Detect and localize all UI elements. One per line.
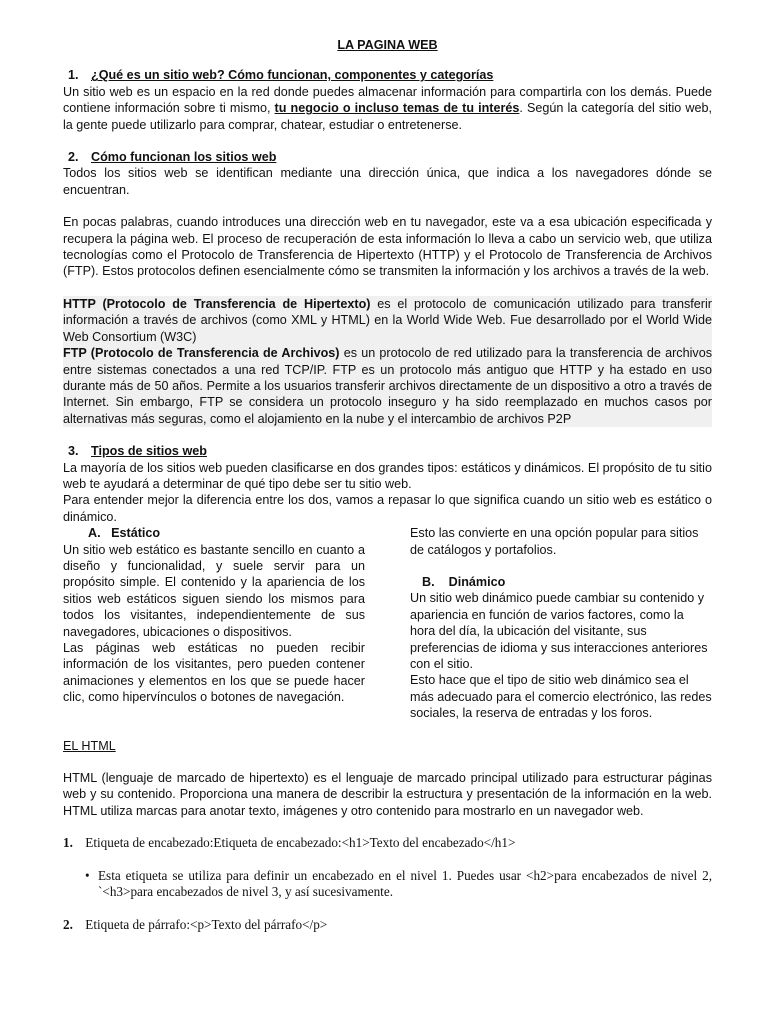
section-2-paragraph-2: En pocas palabras, cuando introduces una dirección web en tu navegador, este va a esa ubicación especificada y recupera la página web. El proceso de recuperación de esta información lo lleva a cabo un servicio web, que utiliza tecnologías como el Protocolo de Transferencia de Hipertexto (HTTP) y el Protocolo de Transferencia de Archivos (FTP). Estos protocolos definen esencialmente cómo se transmiten la información y los archivos a través de la web. — [63, 215, 712, 279]
dynamic-paragraph-1: Un sitio web dinámico puede cambiar su contenido y apariencia en función de varios factores, como la hora del día, la ubicación del visitante, sus preferencias de idioma y sus interacciones anteriores con el sitio. — [410, 591, 708, 671]
ftp-term: FTP (Protocolo de Transferencia de Archivos) — [63, 346, 340, 361]
static-paragraph-2: Las páginas web estáticas no pueden recibir información de los visitantes, pero pueden contener animaciones y elementos en los que se puede hacer clic, como hipervínculos o botones de navegación. — [63, 641, 365, 705]
subsection-b-heading — [410, 574, 712, 590]
subsection-a-heading — [63, 525, 365, 541]
section-1-paragraph — [63, 84, 712, 133]
section-1-heading — [63, 67, 712, 83]
section-3-number: 3. — [68, 444, 79, 459]
section-1-text-a: Un sitio web es un espacio en la red donde puedes almacenar información para compartirla con los demás. Puede contiene información sobre ti mismo, — [63, 84, 712, 116]
section-2-heading — [63, 149, 712, 165]
protocols-block — [63, 296, 712, 427]
right-column — [410, 525, 712, 721]
http-definition — [63, 296, 712, 345]
two-column-block — [63, 525, 712, 721]
section-2-number: 2. — [68, 150, 79, 165]
section-3-heading — [63, 443, 712, 459]
http-text: es el protocolo de comunicación utilizado para transferir información a través de archivos (como XML y HTML) en la World Wide Web. Fue desarrollado por el World Wide Web Consortium (W3C) — [63, 296, 712, 344]
section-1-number: 1. — [68, 68, 79, 83]
bullet-icon: • — [85, 867, 90, 883]
section-2-paragraph-1: Todos los sitios web se identifican mediante una dirección única, que indica a los navegadores dónde se encuentran. — [63, 166, 712, 197]
html-item-2-text: Etiqueta de párrafo:<p>Texto del párrafo</p> — [85, 916, 328, 932]
subsection-a-label: A. — [88, 526, 101, 541]
ftp-text: es un protocolo de red utilizado para la transferencia de archivos entre sistemas conectados a una red TCP/IP. FTP es un protocolo más antiguo que HTTP y ha estado en uso durante más de 50 años. Permite a los usuarios transferir archivos directamente de un dispositivo a otro a través de Internet. Sin embargo, FTP se considera un protocolo inseguro y ha sido reemplazado en muchos casos por alternativas más seguras, como el alojamiento en la nube y el intercambio de archivos P2P — [63, 346, 713, 426]
html-item-2 — [63, 917, 712, 934]
http-term: HTTP (Protocolo de Transferencia de Hipertexto) — [63, 296, 371, 311]
ftp-definition — [63, 345, 712, 427]
subsection-b-label: B. — [422, 574, 435, 589]
section-1-emphasis: tu negocio o incluso temas de tu interés — [274, 101, 520, 116]
subsection-b-title: Dinámico — [448, 574, 506, 589]
html-bullet-1 — [63, 868, 712, 901]
html-intro-paragraph: HTML (lenguaje de marcado de hipertexto) es el lenguaje de marcado principal utilizado para estructurar páginas web y su contenido. Proporciona una manera de describir la estructura y presentación de la información en la web. HTML utiliza marcas para anotar texto, imágenes y otro contenido para mostrarlo en un navegador web. — [63, 771, 712, 818]
html-item-2-number: 2. — [63, 916, 73, 932]
subsection-a-title: Estático — [111, 526, 161, 541]
section-3-paragraph-2: Para entender mejor la diferencia entre los dos, vamos a repasar lo que significa cuando un sitio web es estático o dinámico. — [63, 493, 712, 524]
page-title: LA PAGINA WEB — [337, 38, 438, 52]
html-item-1-number: 1. — [63, 835, 73, 851]
left-column — [63, 525, 365, 721]
static-paragraph-continued: Esto las convierte en una opción popular para sitios de catálogos y portafolios. — [410, 526, 699, 557]
section-1-text-b: . Según la categoría del sitio web, la gente puede utilizarlo para comprar, chatear, estudiar o entretenerse. — [63, 101, 712, 132]
dynamic-paragraph-2: Esto hace que el tipo de sitio web dinámico sea el más adecuado para el comercio electrónico, las redes sociales, la reserva de entradas y los foros. — [410, 673, 712, 721]
html-section-title: EL HTML — [63, 738, 116, 753]
static-paragraph-1: Un sitio web estático es bastante sencillo en cuanto a diseño y funcionalidad, y suele servir para un propósito simple. El contenido y la apariencia de los sitios web estáticos siguen siendo los mismos para todos los visitantes, independientemente de sus navegadores, ubicaciones o dispositivos. — [63, 542, 365, 639]
section-1-title: ¿Qué es un sitio web? Cómo funcionan, componentes y categorías — [91, 68, 494, 83]
section-2-title: Cómo funcionan los sitios web — [91, 150, 277, 165]
html-item-1 — [63, 835, 712, 852]
html-item-1-text: Etiqueta de encabezado:Etiqueta de encabezado:<h1>Texto del encabezado</h1> — [85, 835, 516, 851]
section-3-paragraph-1: La mayoría de los sitios web pueden clasificarse en dos grandes tipos: estáticos y dinámicos. El propósito de tu sitio web te ayudará a determinar de qué tipo debe ser tu sitio web. — [63, 460, 712, 491]
html-bullet-1-text: Esta etiqueta se utiliza para definir un encabezado en el nivel 1. Puedes usar <h2>para encabezados de nivel 2, `<h3>para encabezados de nivel 3, y así sucesivamente. — [98, 867, 712, 900]
section-3-title: Tipos de sitios web — [91, 444, 207, 459]
